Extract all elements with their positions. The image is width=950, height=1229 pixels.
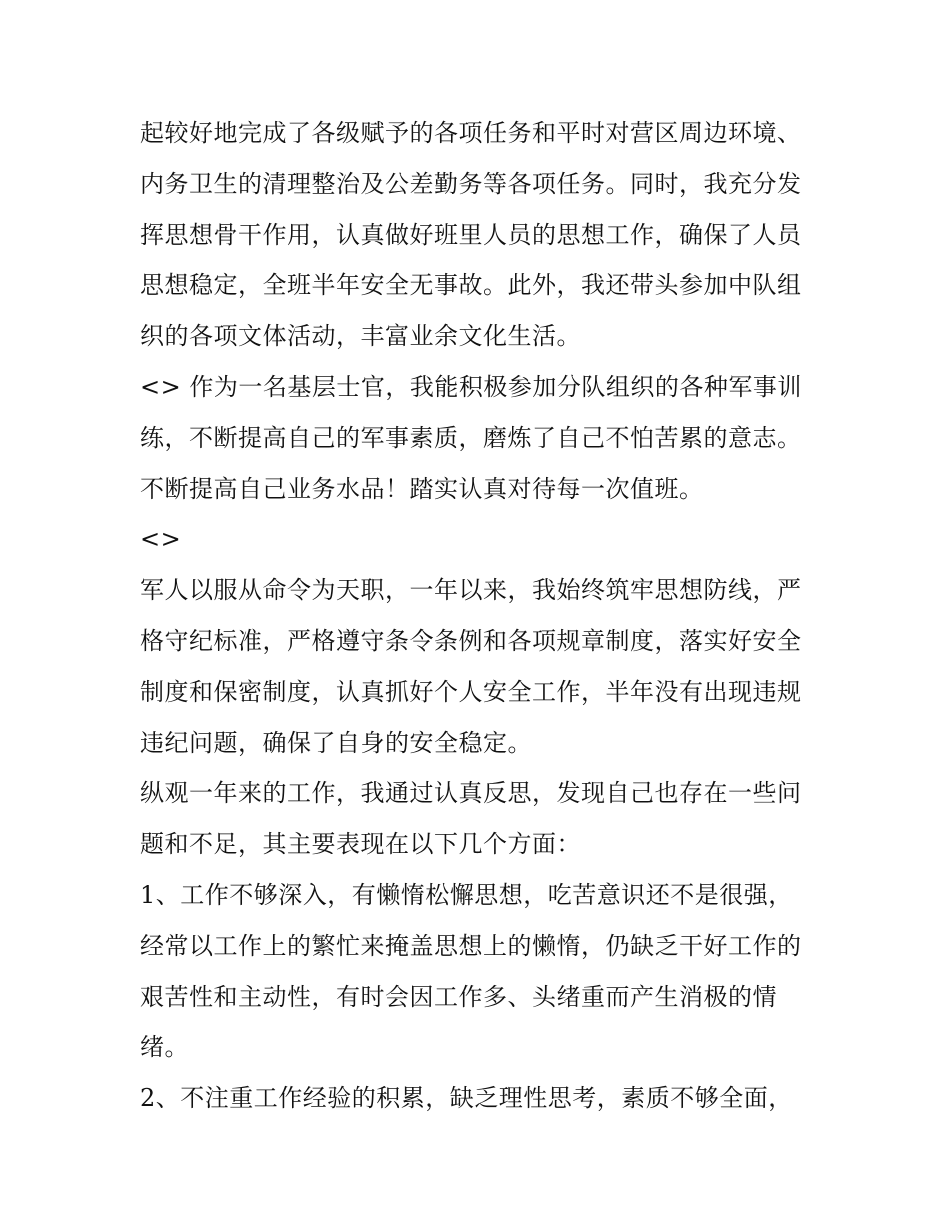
text-line: 2、不注重工作经验的积累，缺乏理性思考，素质不够全面， — [140, 1084, 793, 1113]
text-line: 军人以服从命令为天职，一年以来，我始终筑牢思想防线，严 — [140, 576, 802, 605]
text-line: 艰苦性和主动性，有时会因工作多、头绪重而产生消极的情 — [140, 982, 777, 1011]
text-line: 练，不断提高自己的军事素质，磨炼了自己不怕苦累的意志。 — [140, 423, 802, 452]
text-line: 1、工作不够深入，有懒惰松懈思想，吃苦意识还不是很强， — [140, 880, 793, 909]
text-line: 经常以工作上的繁忙来掩盖思想上的懒惰，仍缺乏干好工作的 — [140, 931, 802, 960]
document-body — [140, 108, 815, 1124]
text-line: 格守纪标准，严格遵守条令条例和各项规章制度，落实好安全 — [140, 626, 802, 655]
text-line: 题和不足，其主要表现在以下几个方面： — [140, 830, 581, 859]
text-line: <> — [140, 525, 182, 554]
text-line: 违纪问题，确保了自身的安全稳定。 — [140, 728, 532, 757]
text-line: <> 作为一名基层士官，我能积极参加分队组织的各种军事训 — [140, 372, 802, 401]
text-line: 不断提高自己业务水品！踏实认真对待每一次值班。 — [140, 474, 704, 503]
text-line: 内务卫生的清理整治及公差勤务等各项任务。同时，我充分发 — [140, 169, 802, 198]
text-line: 制度和保密制度，认真抓好个人安全工作，半年没有出现违规 — [140, 677, 802, 706]
text-line: 绪。 — [140, 1033, 189, 1062]
text-line: 思想稳定，全班半年安全无事故。此外，我还带头参加中队组 — [140, 271, 802, 300]
text-line: 织的各项文体活动，丰富业余文化生活。 — [140, 322, 581, 351]
text-line: 挥思想骨干作用，认真做好班里人员的思想工作，确保了人员 — [140, 220, 802, 249]
text-line: 起较好地完成了各级赋予的各项任务和平时对营区周边环境、 — [140, 119, 802, 147]
text-line: 纵观一年来的工作，我通过认真反思，发现自己也存在一些问 — [140, 779, 802, 808]
